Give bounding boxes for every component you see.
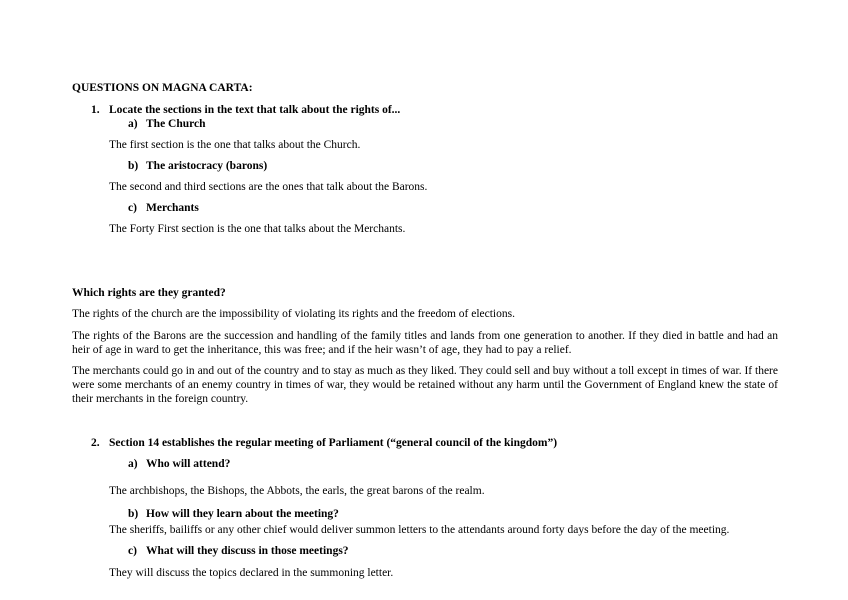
q1-b-letter: b) xyxy=(128,160,139,172)
q2-number: 2. xyxy=(91,437,100,449)
q1-b-label: The aristocracy (barons) xyxy=(146,160,268,172)
q2-b-answer: The sheriffs, bailiffs or any other chief would deliver summon letters to the attendants around forty days before the day of the meeting. xyxy=(109,524,730,536)
q2-b-label: How will they learn about the meeting? xyxy=(146,508,339,520)
q1-a-answer: The first section is the one that talks about the Church. xyxy=(109,139,361,151)
q2-c-label: What will they discuss in those meetings? xyxy=(146,545,349,557)
rights-barons-paragraph: The rights of the Barons are the succession and handling of the family titles and lands from one generation to another. If they died in battle and had an heir of age in ward to get the inheritance, this was free; and if the heir wasn’t of age, they had to pay a relief. xyxy=(72,330,778,356)
q2-a-answer: The archbishops, the Bishops, the Abbots, the earls, the great barons of the realm. xyxy=(109,485,485,497)
rights-heading: Which rights are they granted? xyxy=(72,287,226,299)
q1-c-letter: c) xyxy=(128,202,137,214)
q1-a-letter: a) xyxy=(128,118,138,130)
page-title: QUESTIONS ON MAGNA CARTA: xyxy=(72,82,253,94)
q2-a-label: Who will attend? xyxy=(146,458,231,470)
q1-c-answer: The Forty First section is the one that talks about the Merchants. xyxy=(109,223,406,235)
q2-a-letter: a) xyxy=(128,458,138,470)
q1-a-label: The Church xyxy=(146,118,206,130)
q1-text: Locate the sections in the text that talk about the rights of... xyxy=(109,104,401,116)
rights-church-paragraph: The rights of the church are the impossibility of violating its rights and the freedom of elections. xyxy=(72,308,515,320)
q2-text: Section 14 establishes the regular meeting of Parliament (“general council of the kingdom”) xyxy=(109,437,558,449)
q1-c-label: Merchants xyxy=(146,202,199,214)
q2-b-letter: b) xyxy=(128,508,139,520)
q1-b-answer: The second and third sections are the ones that talk about the Barons. xyxy=(109,181,428,193)
q2-c-letter: c) xyxy=(128,545,137,557)
q1-number: 1. xyxy=(91,104,100,116)
q2-c-answer: They will discuss the topics declared in the summoning letter. xyxy=(109,567,394,579)
rights-merchants-paragraph: The merchants could go in and out of the country and to stay as much as they liked. They could sell and buy without a toll except in times of war. If there were some merchants of an enemy country in times of war, they would be retained without any harm until the Government of England knew the state of their merchants in the foreign country. xyxy=(72,365,778,405)
